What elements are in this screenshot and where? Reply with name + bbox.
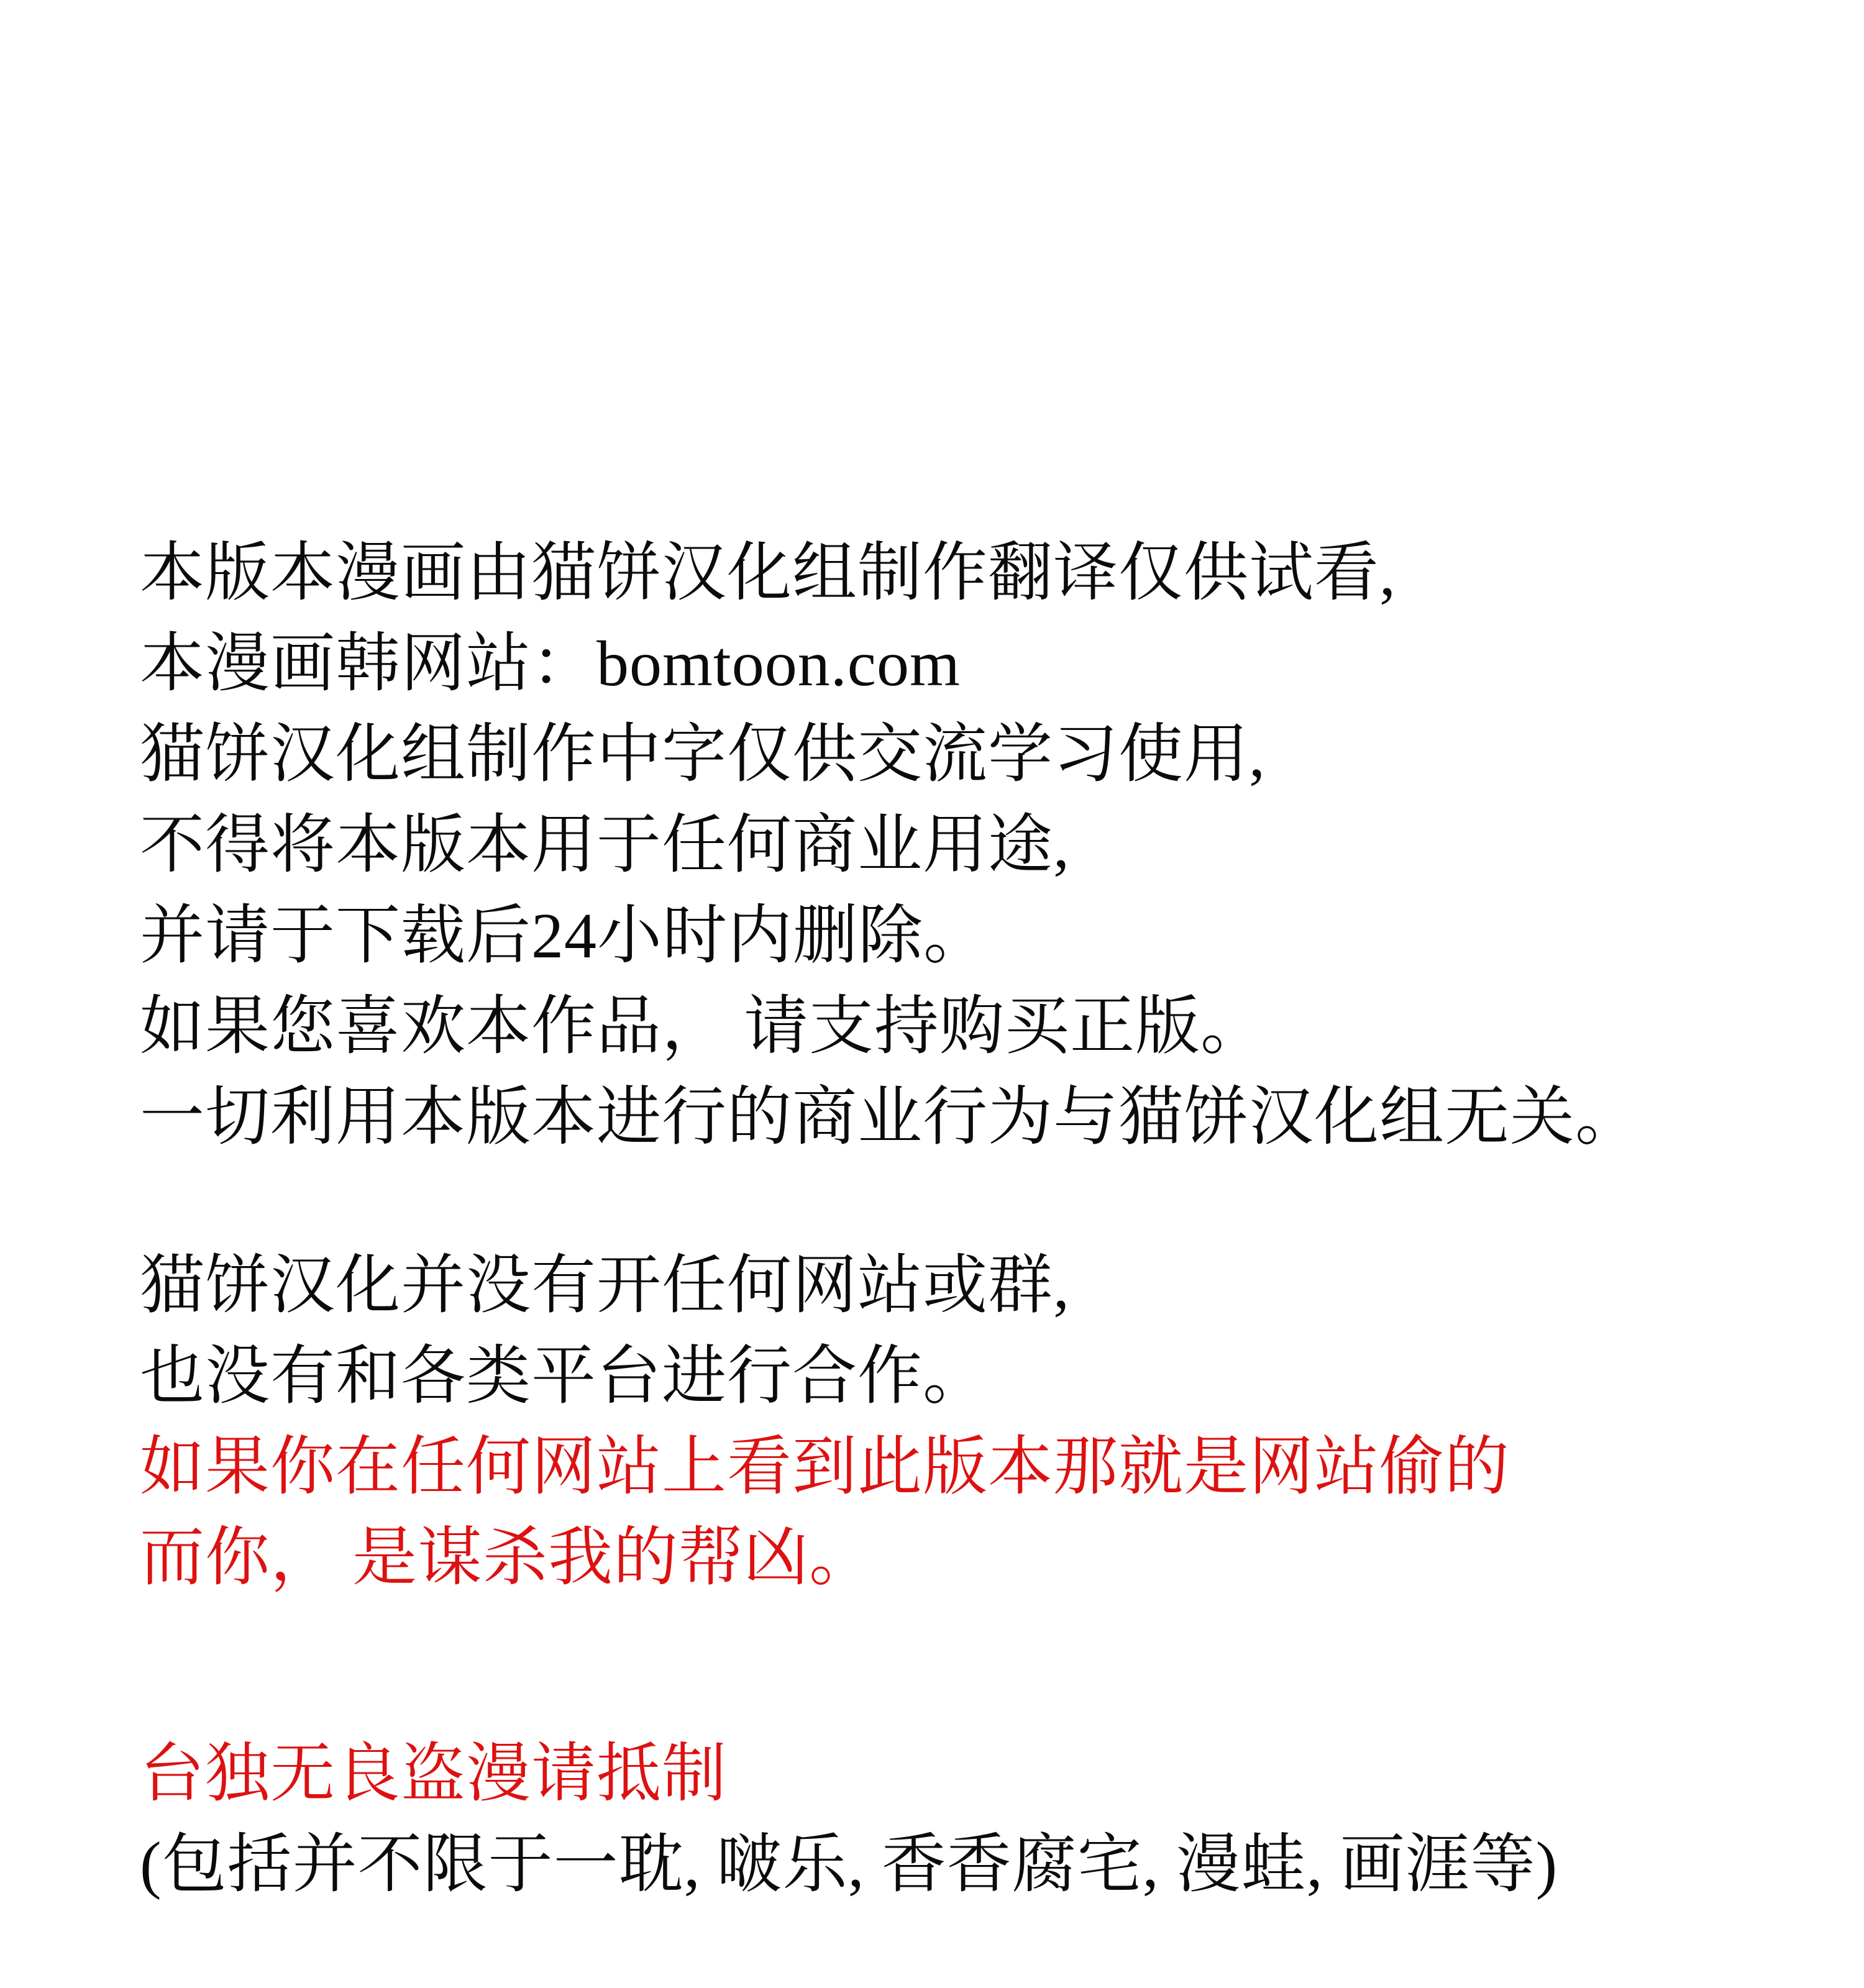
credit-line-5: 并请于下载后24小时内删除。 [140,900,989,972]
credit-line-1: 本版本漫画由猫饼汉化组制作翻译仅供试看, [140,537,1397,609]
boycott-headline: 台独无良盗漫请抵制 [140,1738,728,1810]
disclaimer-text-block [140,528,1830,1910]
antipiracy-warning-line-1: 如果你在任何网站上看到此版本那就是网站偷的 [140,1431,1510,1503]
paragraph-spacer [140,1163,1830,1241]
antipiracy-line-1: 猫饼汉化并没有开任何网站或群, [140,1250,1071,1321]
credit-line-3: 猫饼汉化组制作中字仅供交流学习使用, [140,719,1266,790]
antipiracy-line-2: 也没有和各类平台进行合作。 [140,1341,989,1412]
antipiracy-warning-line-2: 而你， 是谋杀我的帮凶。 [140,1522,875,1594]
paragraph-anti-piracy-notice [140,1241,1830,1603]
paragraph-spacer [140,1603,1830,1729]
credit-line-7: 一切利用本版本进行的商业行为与猫饼汉化组无关。 [140,1082,1641,1153]
paragraph-credit-notice [140,528,1830,1163]
credit-line-6: 如果您喜欢本作品， 请支持购买正版。 [140,991,1266,1062]
credit-line-4: 不得将本版本用于任何商业用途, [140,809,1071,881]
paragraph-boycott-notice [140,1729,1830,1910]
boycott-site-list: (包括并不限于一耽, 啵乐, 香香腐宅, 漫蛙, 画涯等) [140,1829,1558,1900]
credit-line-2-website: 本漫画韩网站：bomtoon.com [140,628,961,700]
